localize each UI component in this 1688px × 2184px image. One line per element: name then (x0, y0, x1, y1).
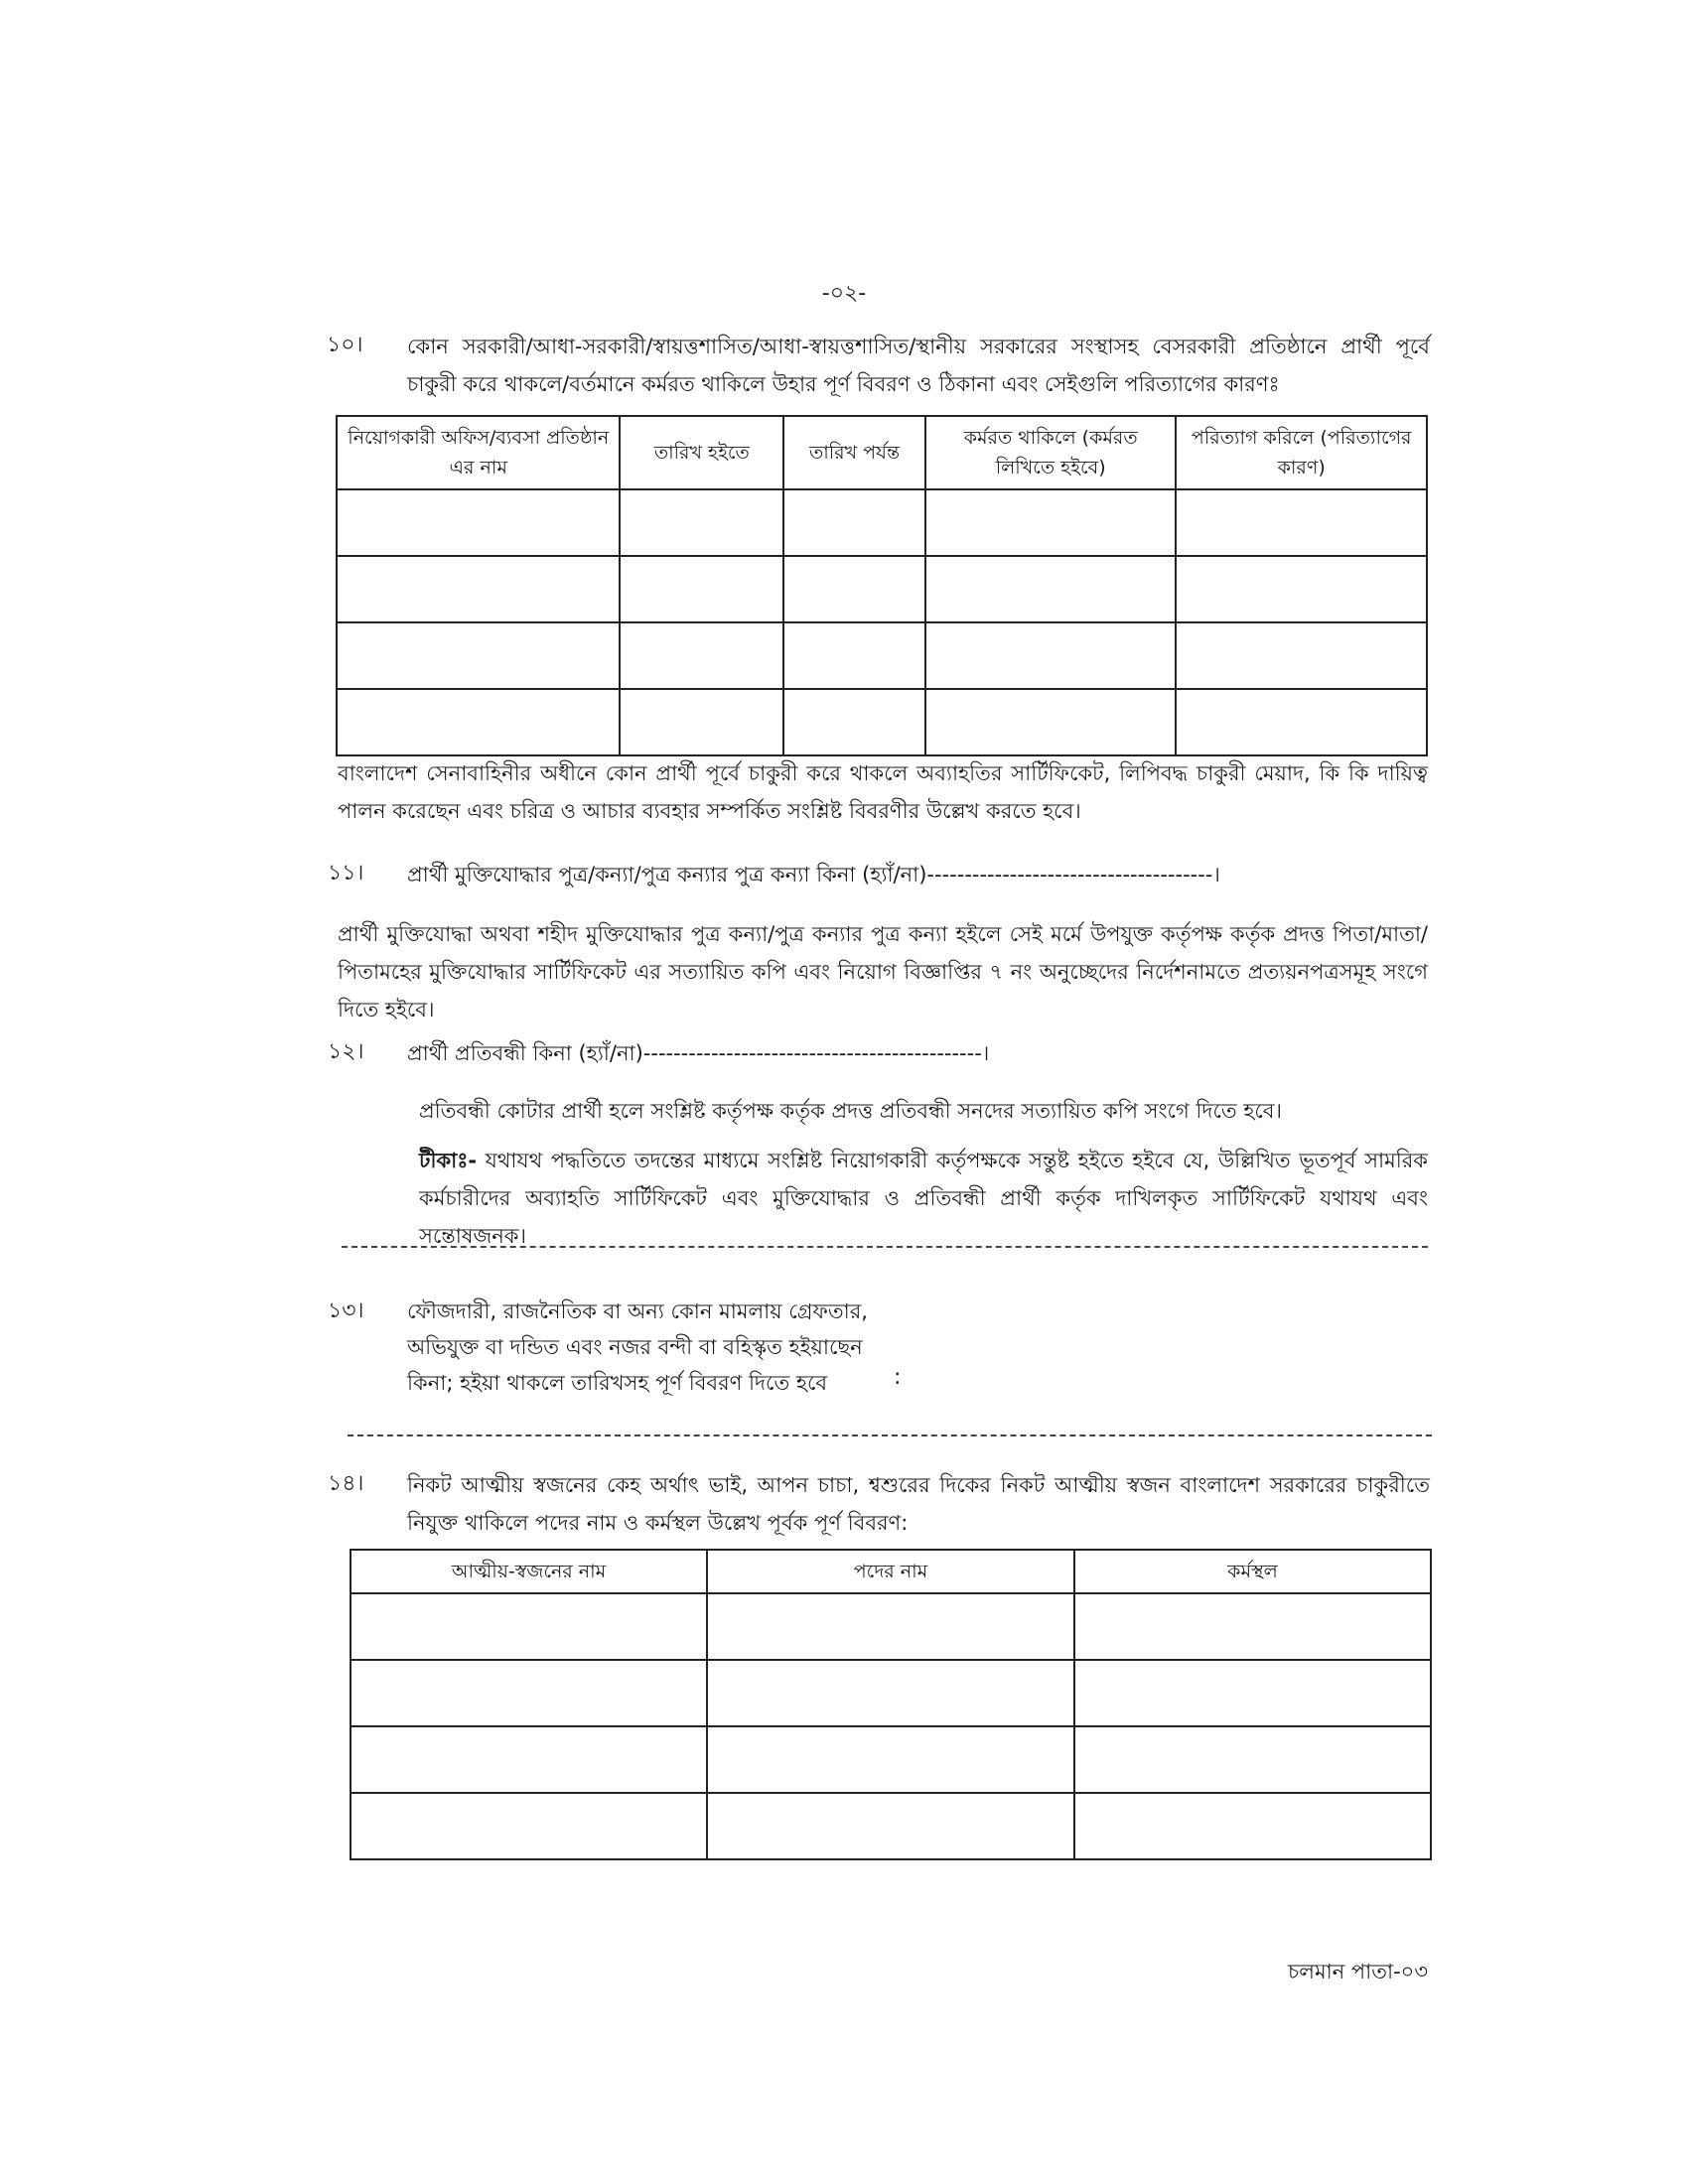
table-row (337, 556, 1427, 622)
table-row (337, 489, 1427, 556)
question-text: প্রার্থী প্রতিবন্ধী কিনা (হ্যাঁ/না)---------------------------------------------। (407, 1041, 990, 1065)
answer-colon: : (894, 1365, 902, 1390)
table-cell[interactable] (337, 622, 620, 689)
table-cell[interactable] (1074, 1593, 1431, 1660)
table-row (351, 1726, 1431, 1793)
table-cell[interactable] (337, 556, 620, 622)
question-text: কোন সরকারী/আধা-সরকারী/স্বায়ত্তশাসিত/আধা-স্বায়ত্তশাসিত/স্থানীয় সরকারের সংস্থাসহ বেসরকারী প্রতিষ্ঠানে প্রার্থী পূর্বে চাকুরী করে থাকলে/বর্তমানে কর্মরত থাকিলে উহার পূর্ণ বিবরণ ও ঠিকানা এবং সেইগুলি পরিত্যাগের কারণঃ (407, 335, 1430, 396)
question-number: ১০। (327, 333, 363, 357)
table-cell[interactable] (707, 1726, 1074, 1793)
column-header: আত্মীয়-স্বজনের নাম (351, 1550, 707, 1593)
question-text-line: কিনা; হইয়া থাকলে তারিখসহ পূর্ণ বিবরণ দিতে হবে (407, 1371, 828, 1395)
question-10 (328, 328, 1430, 403)
question-14 (328, 1466, 1430, 1542)
table-cell[interactable] (1176, 689, 1427, 755)
table-row (351, 1593, 1431, 1660)
question-number: ১৩। (328, 1298, 364, 1323)
table-row (351, 1793, 1431, 1859)
relatives-table (350, 1549, 1432, 1860)
tika-note (419, 1142, 1428, 1255)
column-header: পরিত্যাগ করিলে (পরিত্যাগের কারণ) (1176, 416, 1427, 489)
table-cell[interactable] (925, 556, 1177, 622)
divider (348, 1434, 1432, 1436)
table-cell[interactable] (1176, 556, 1427, 622)
table-cell[interactable] (620, 556, 783, 622)
table-cell[interactable] (1176, 622, 1427, 689)
table-cell[interactable] (783, 622, 925, 689)
table-cell[interactable] (707, 1660, 1074, 1726)
question-text: প্রার্থী মুক্তিযোদ্ধার পুত্র/কন্যা/পুত্র কন্যার পুত্র কন্যা কিনা (হ্যাঁ/না)--------------------------------------। (407, 863, 1220, 887)
table-row (351, 1660, 1431, 1726)
tika-label: টীকাঃ- (419, 1149, 478, 1172)
question-number: ১১। (328, 861, 364, 886)
question-text: নিকট আত্মীয় স্বজনের কেহ অর্থাৎ ভাই, আপন চাচা, শ্বশুরের দিকের নিকট আত্মীয় স্বজন বাংলাদেশ সরকারের চাকুরীতে নিযুক্ত থাকিলে পদের নাম ও কর্মস্থল উল্লেখ পূর্বক পূর্ণ বিবরণ: (407, 1473, 1430, 1535)
column-header: তারিখ পর্যন্ত (783, 416, 925, 489)
question-12 (328, 1034, 1430, 1072)
question-text-line: অভিযুক্ত বা দন্ডিত এবং নজর বন্দী বা বহিস্কৃত হইয়াছেন (407, 1335, 863, 1359)
table-row (337, 689, 1427, 755)
table-cell[interactable] (620, 689, 783, 755)
freedom-fighter-note: প্রার্থী মুক্তিযোদ্ধা অথবা শহীদ মুক্তিযোদ্ধার পুত্র কন্যা/পুত্র কন্যার পুত্র কন্যা হইলে সেই মর্মে উপযুক্ত কর্তৃপক্ষ কর্তৃক প্রদত্ত পিতা/মাতা/পিতামহের মুক্তিযোদ্ধার সার্টিফিকেট এর সত্যায়িত কপি এবং নিয়োগ বিজ্ঞাপ্তির ৭ নং অনুচ্ছেদের নির্দেশনামতে প্রত্যয়নপত্রসমূহ সংগে দিতে হইবে। (338, 922, 1428, 1022)
table-cell[interactable] (620, 489, 783, 556)
table-cell[interactable] (783, 556, 925, 622)
table-cell[interactable] (1176, 489, 1427, 556)
question-number: ১৪। (328, 1471, 364, 1496)
table-cell[interactable] (351, 1793, 707, 1859)
table-cell[interactable] (351, 1726, 707, 1793)
page-number: -০২- (821, 281, 867, 306)
table-cell[interactable] (1074, 1726, 1431, 1793)
disability-note: প্রতিবন্ধী কোটার প্রার্থী হলে সংশ্লিষ্ট কর্তৃপক্ষ কর্তৃক প্রদত্ত প্রতিবন্ধী সনদের সত্যায়িত কপি সংগে দিতে হবে। (419, 1099, 1283, 1123)
tika-text: যথাযথ পদ্ধতিতে তদন্তের মাধ্যমে সংশ্লিষ্ট নিয়োগকারী কর্তৃপক্ষকে সন্তুষ্ট হইতে হইবে যে, উল্লিখিত ভূতপূর্ব সামরিক কর্মচারীদের অব্যাহতি সার্টিফিকেট এবং মুক্তিযোদ্ধার ও প্রতিবন্ধী প্রার্থী কর্তৃক দাখিলকৃত সার্টিফিকেট যথাযথ এবং সন্তোষজনক। (419, 1149, 1428, 1248)
table-cell[interactable] (351, 1660, 707, 1726)
table-cell[interactable] (337, 689, 620, 755)
army-service-note: বাংলাদেশ সেনাবাহিনীর অধীনে কোন প্রার্থী পূর্বে চাকুরী করে থাকলে অব্যাহতির সার্টিফিকেট, লিপিবদ্ধ চাকুরী মেয়াদ, কি কি দায়িত্ব পালন করেছেন এবং চরিত্র ও আচার ব্যবহার সম্পর্কিত সংশ্লিষ্ট বিবরণীর উল্লেখ করতে হবে। (338, 761, 1428, 823)
table-cell[interactable] (707, 1593, 1074, 1660)
table-cell[interactable] (620, 622, 783, 689)
table-cell[interactable] (1074, 1793, 1431, 1859)
question-11 (328, 856, 1430, 893)
employment-history-table (336, 415, 1428, 756)
divider (342, 1246, 1428, 1248)
column-header: পদের নাম (707, 1550, 1074, 1593)
table-cell[interactable] (783, 489, 925, 556)
column-header: কর্মরত থাকিলে (কর্মরত লিখিতে হইবে) (925, 416, 1177, 489)
question-text-line: ফৌজদারী, রাজনৈতিক বা অন্য কোন মামলায় গ্রেফতার, (407, 1299, 868, 1323)
continued-page-note: চলমান পাতা-০৩ (1287, 1960, 1428, 1983)
table-cell[interactable] (1074, 1660, 1431, 1726)
table-cell[interactable] (925, 622, 1177, 689)
question-13 (328, 1294, 1430, 1401)
table-cell[interactable] (337, 489, 620, 556)
table-cell[interactable] (351, 1593, 707, 1660)
column-header: নিয়োগকারী অফিস/ব্যবসা প্রতিষ্ঠান এর নাম (337, 416, 620, 489)
column-header: কর্মস্থল (1074, 1550, 1431, 1593)
question-number: ১২। (328, 1039, 364, 1064)
table-row (337, 622, 1427, 689)
table-cell[interactable] (925, 489, 1177, 556)
table-cell[interactable] (925, 689, 1177, 755)
table-cell[interactable] (783, 689, 925, 755)
column-header: তারিখ হইতে (620, 416, 783, 489)
table-cell[interactable] (707, 1793, 1074, 1859)
